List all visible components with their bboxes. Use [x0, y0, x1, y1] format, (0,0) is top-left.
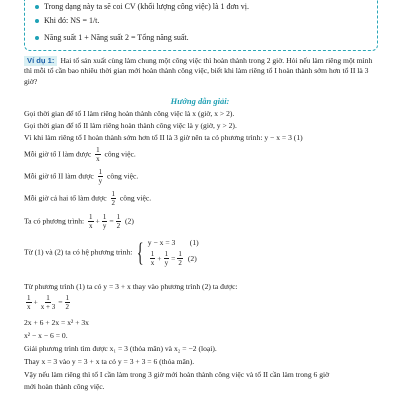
fraction: $\frac{1}{2}$ — [116, 213, 121, 230]
solution-heading: Hướng dẫn giải: — [170, 96, 230, 106]
solution-line: Vì khi làm riêng tổ I hoàn thành sớm hơn tổ II là 3 giờ nên ta có phương trình: y − x = 3 (1) — [24, 133, 303, 142]
fraction: $\frac{1}{2}$ — [178, 250, 182, 267]
solution-line: Gọi thời gian để tổ II làm riêng hoàn thành công việc là y (giờ, y > 2). — [24, 121, 237, 130]
solution-line: Giải phương trình tìm được x₁ = 3 (thỏa mãn) và x₂ = −2 (loại). — [24, 344, 217, 353]
bullet-dot-icon — [35, 5, 39, 9]
note-bullet: Khi đó: NS = 1/t. — [35, 16, 99, 26]
solution-line: Mỗi giờ cả hai tổ làm được $\frac{1}{2}$ công việc. — [24, 190, 152, 207]
equation-system: { y − x = 3 (1) $\frac{1}{x}$ + $\frac{1}{y}$ = $\frac{1}{2}$ (2) — [137, 237, 199, 267]
fraction: $\frac{1}{x + 3}$ — [40, 294, 56, 311]
fraction: $\frac{1}{y}$ — [164, 250, 169, 267]
fraction: $\frac{1}{x}$ — [96, 146, 100, 163]
fraction: $\frac{1}{y}$ — [102, 213, 107, 230]
equation-line: $\frac{1}{x}$ + $\frac{1}{x + 3}$ = $\frac{1}{2}$ — [27, 294, 70, 311]
bullet-dot-icon — [35, 19, 39, 23]
note-box — [24, 0, 378, 51]
equation-line: Ta có phương trình: $\frac{1}{x}$ + $\frac{1}{y}$ = $\frac{1}{2}$ (2) — [24, 213, 134, 230]
bullet-dot-icon — [35, 36, 39, 40]
fraction: $\frac{1}{2}$ — [65, 294, 70, 311]
solution-line: Từ phương trình (1) ta có y = 3 + x thay vào phương trình (2) ta được: — [24, 282, 238, 291]
solution-line: Mỗi giờ tổ II làm được $\frac{1}{y}$ công việc. — [24, 168, 139, 185]
brace-icon: { — [137, 237, 144, 267]
solution-line: Gọi thời gian để tổ I làm riêng hoàn thành công việc là x (giờ, x > 2). — [24, 109, 235, 118]
fraction: $\frac{1}{x}$ — [150, 250, 155, 267]
fraction: $\frac{1}{x}$ — [27, 294, 31, 311]
fraction: $\frac{1}{x}$ — [89, 213, 93, 230]
solution-line: x² − x − 6 = 0. — [24, 331, 68, 340]
system-line: Từ (1) và (2) ta có hệ phương trình: { y − x = 3 (1) $\frac{1}{x}$ + $\frac{1}{y}$ = $\frac{1}{2}$ (2) — [24, 237, 199, 267]
fraction: $\frac{1}{2}$ — [111, 190, 115, 207]
note-bullet: Trong dạng này ta sẽ coi CV (khối lượng công việc) là 1 đơn vị. — [35, 2, 249, 12]
solution-line: 2x + 6 + 2x = x² + 3x — [24, 318, 89, 327]
solution-line: Thay x = 3 vào y = 3 + x ta có y = 3 + 3 = 6 (thỏa mãn). — [24, 357, 195, 366]
example-text: Ví dụ 1: Hai tổ sản xuất cùng làm chung một công việc thì hoàn thành trong 2 giờ. Hỏi nếu làm riêng một mình thì mỗi tổ cần bao nhiêu thời gian mới hoàn thành công việc, biết khi làm riêng tổ I hoàn thành sớm hơn tổ II là 3 giờ? — [24, 56, 373, 86]
example-label: Ví dụ 1: — [24, 56, 57, 66]
solution-line: mới hoàn thành công việc. — [24, 382, 105, 391]
fraction: $\frac{1}{y}$ — [98, 168, 103, 185]
solution-line: Mỗi giờ tổ I làm được $\frac{1}{x}$ công việc. — [24, 146, 136, 163]
note-bullet: Năng suất 1 + Năng suất 2 = Tổng năng suất. — [35, 33, 189, 43]
solution-line: Vậy nếu làm riêng thì tổ I cần làm trong 3 giờ mới hoàn thành công việc và tổ II cần làm trong 6 giờ — [24, 370, 330, 379]
